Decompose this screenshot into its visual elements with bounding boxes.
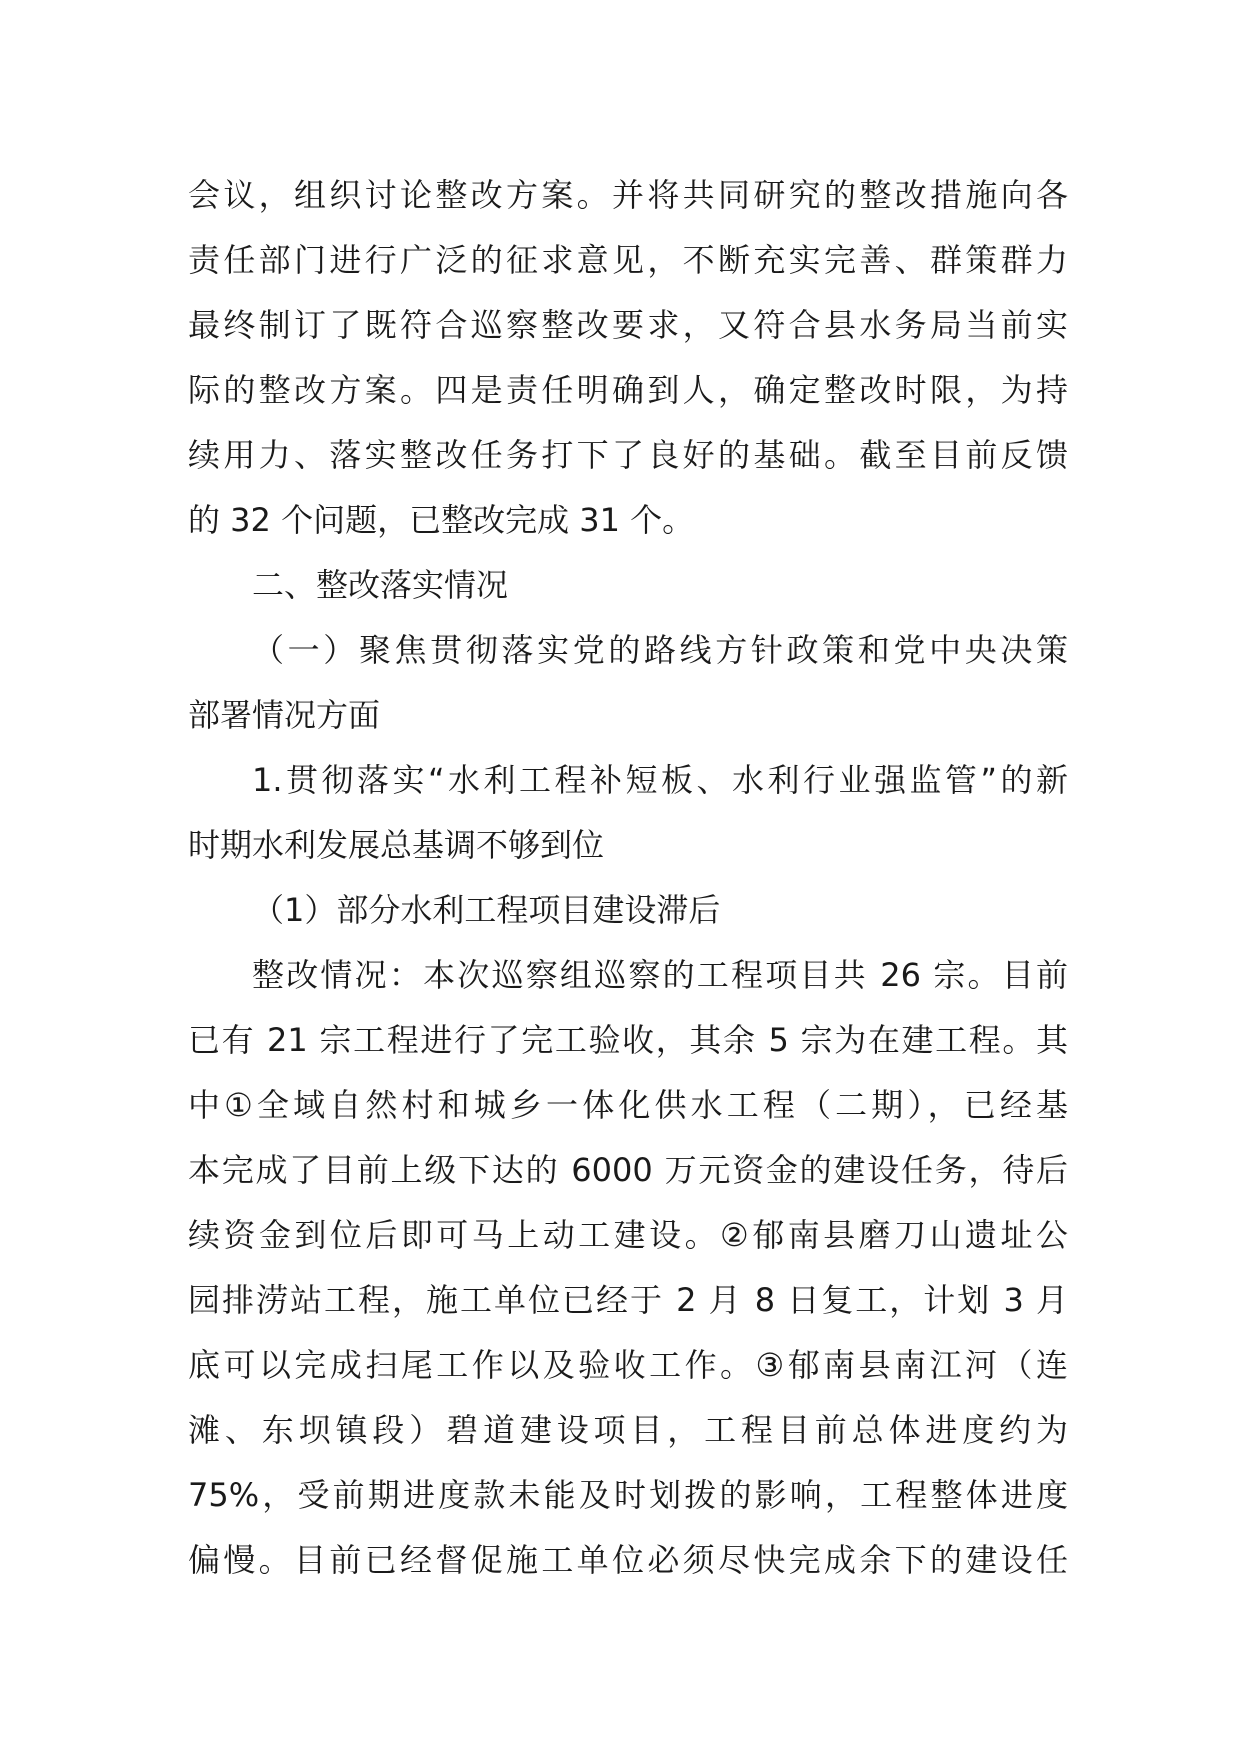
text-line: 偏慢。目前已经督促施工单位必须尽快完成余下的建设任	[188, 1541, 1068, 1579]
text-line: 本完成了目前上级下达的 6000 万元资金的建设任务，待后	[188, 1151, 1068, 1189]
text-line: 底可以完成扫尾工作以及验收工作。③郁南县南江河（连	[188, 1346, 1068, 1384]
item-heading: 1.贯彻落实“水利工程补短板、水利行业强监管”的新	[252, 761, 1068, 799]
text-line: 中①全域自然村和城乡一体化供水工程（二期），已经基	[188, 1086, 1068, 1124]
text-line: 最终制订了既符合巡察整改要求，又符合县水务局当前实	[188, 306, 1068, 344]
text-line: 的 32 个问题，已整改完成 31 个。	[188, 501, 695, 539]
text-line: 整改情况：本次巡察组巡察的工程项目共 26 宗。目前	[252, 956, 1068, 994]
subsection-heading-cont: 部署情况方面	[188, 696, 381, 734]
section-heading: 二、整改落实情况	[252, 566, 509, 604]
item-heading-cont: 时期水利发展总基调不够到位	[188, 826, 605, 864]
text-line: 续用力、落实整改任务打下了良好的基础。截至目前反馈	[188, 436, 1068, 474]
text-line: 际的整改方案。四是责任明确到人，确定整改时限，为持	[188, 371, 1068, 409]
text-line: 滩、东坝镇段）碧道建设项目，工程目前总体进度约为	[188, 1411, 1068, 1449]
text-line: 续资金到位后即可马上动工建设。②郁南县磨刀山遗址公	[188, 1216, 1068, 1254]
text-line: 责任部门进行广泛的征求意见，不断充实完善、群策群力	[188, 241, 1068, 279]
text-line: 已有 21 宗工程进行了完工验收，其余 5 宗为在建工程。其	[188, 1021, 1068, 1059]
subitem-heading: （1）部分水利工程项目建设滞后	[252, 891, 721, 929]
text-line: 75%，受前期进度款未能及时划拨的影响，工程整体进度	[188, 1476, 1068, 1514]
subsection-heading: （一）聚焦贯彻落实党的路线方针政策和党中央决策	[252, 631, 1068, 669]
text-line: 园排涝站工程，施工单位已经于 2 月 8 日复工，计划 3 月	[188, 1281, 1068, 1319]
document-body	[188, 163, 1068, 1593]
text-line: 会议，组织讨论整改方案。并将共同研究的整改措施向各	[188, 176, 1068, 214]
